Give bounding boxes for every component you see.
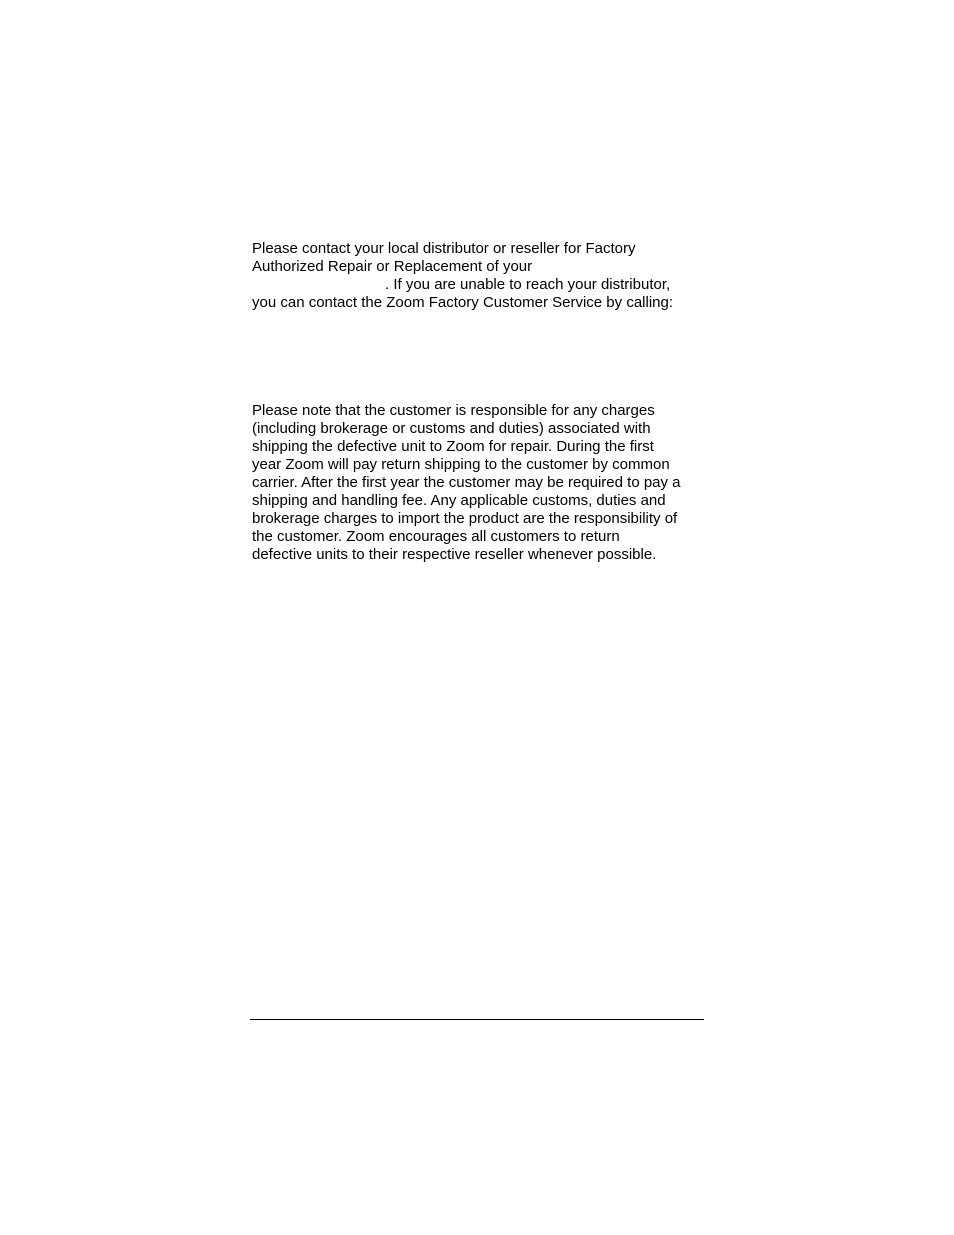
paragraph-line: carrier. After the first year the customer may be required to pay a bbox=[252, 474, 681, 491]
paragraph-line: the customer. Zoom encourages all customers to return bbox=[252, 528, 620, 545]
paragraph-line: year Zoom will pay return shipping to the customer by common bbox=[252, 456, 670, 473]
paragraph-line: (including brokerage or customs and duties) associated with bbox=[252, 420, 651, 437]
paragraph-line: you can contact the Zoom Factory Customer Service by calling: bbox=[252, 294, 674, 311]
paragraph-line: Please contact your local distributor or reseller for Factory bbox=[252, 240, 636, 257]
paragraph-line: defective units to their respective reseller whenever possible. bbox=[252, 546, 657, 563]
footer-divider bbox=[250, 1019, 704, 1020]
customer-charges-paragraph bbox=[252, 402, 712, 564]
paragraph-line: shipping and handling fee. Any applicable customs, duties and bbox=[252, 492, 666, 509]
repair-contact-paragraph bbox=[252, 240, 712, 312]
paragraph-line: Authorized Repair or Replacement of your bbox=[252, 258, 533, 275]
paragraph-line: brokerage charges to import the product are the responsibility of bbox=[252, 510, 678, 527]
paragraph-line: . If you are unable to reach your distributor, bbox=[385, 276, 671, 293]
paragraph-line: Please note that the customer is responsible for any charges bbox=[252, 402, 655, 419]
paragraph-line: shipping the defective unit to Zoom for repair. During the first bbox=[252, 438, 654, 455]
